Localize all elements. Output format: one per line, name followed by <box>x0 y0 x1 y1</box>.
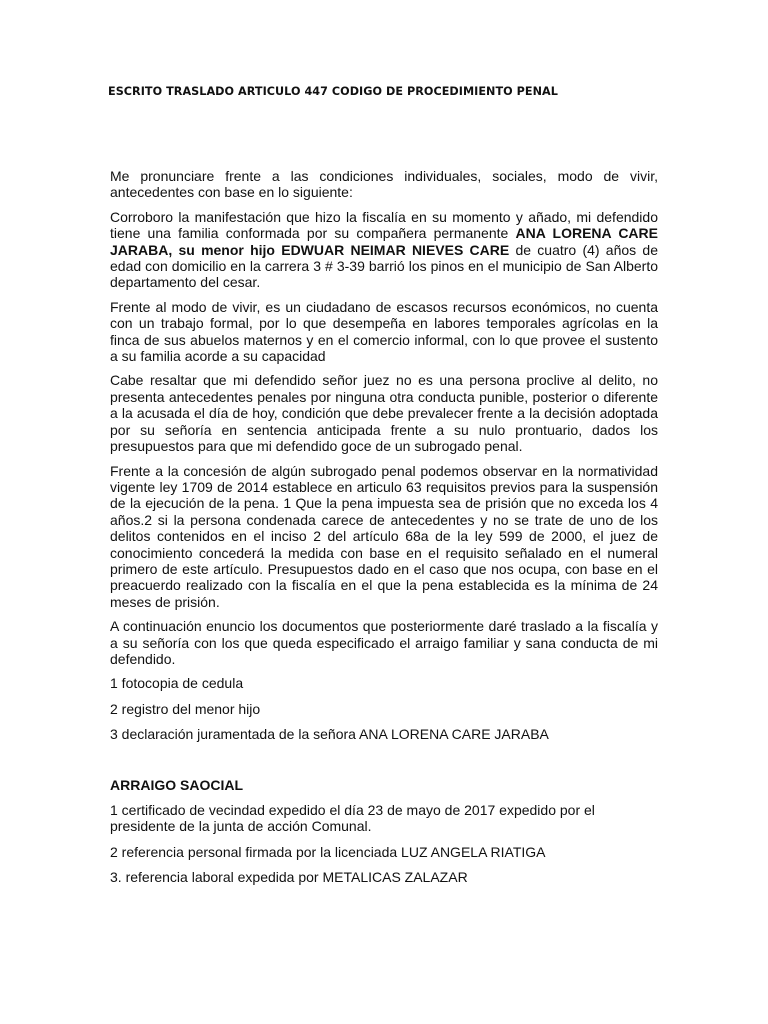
paragraph-family-names: ANA LORENA CARE JARABA, su menor hijo EDWUAR NEIMAR NIEVES CARE <box>110 225 658 258</box>
paragraph-family-text-start: Corroboro la manifestación que hizo la fiscalía en su momento y añado, mi defendido tiene una familia conformada por su compañera permanente <box>110 208 658 242</box>
document-body <box>110 168 658 895</box>
paragraph-family-text-end: de cuatro (4) años de edad con domicilio en la carrera 3 # 3-39 barrió los pinos en el municipio de San Alberto departamento del cesar. <box>110 241 658 291</box>
paragraph-intro: Me pronunciare frente a las condiciones individuales, sociales, modo de vivir, antecedentes con base en lo siguiente: <box>110 168 658 201</box>
arraigo-item: 2 referencia personal firmada por la licenciada LUZ ANGELA RIATIGA <box>110 843 546 860</box>
paragraph-family <box>110 209 658 291</box>
document-item: 3 declaración juramentada de la señora ANA LORENA CARE JARABA <box>110 726 549 743</box>
document-item: 1 fotocopia de cedula <box>110 675 244 692</box>
section-heading-arraigo: ARRAIGO SAOCIAL <box>110 776 243 793</box>
paragraph-subrogate: Frente a la concesión de algún subrogado penal podemos observar en la normatividad vigente ley 1709 de 2014 establece en articulo 63 requisitos previos para la suspensión de la ejecución de la pena. 1 Que la pena impuesta sea de prisión que no exceda los 4 años.2 si la persona condenada carece de antecedentes y no se trate de uno de los delitos contenidos en el inciso 2 del artículo 68a de la ley 599 de 2000, el juez de conocimiento concederá la medida con base en el requisito señalado en el numeral primero de este artículo. Presupuestos dado en el caso que nos ocupa, con base en el preacuerdo realizado con la fiscalía en el que la pena establecida es la mínima de 24 meses de prisión. <box>110 462 658 610</box>
document-title: ESCRITO TRASLADO ARTICULO 447 CODIGO DE PROCEDIMIENTO PENAL <box>108 85 558 98</box>
arraigo-item: 1 certificado de vecindad expedido el día 23 de mayo de 2017 expedido por el presidente de la junta de acción Comunal. <box>110 802 595 835</box>
arraigo-item: 3. referencia laboral expedida por METALICAS ZALAZAR <box>110 869 468 886</box>
document-item: 2 registro del menor hijo <box>110 700 261 717</box>
paragraph-documents-intro: A continuación enuncio los documentos que posteriormente daré traslado a la fiscalía y a su señoría con los que queda especificado el arraigo familiar y sana conducta de mi defendido. <box>110 618 658 667</box>
paragraph-way-of-life: Frente al modo de vivir, es un ciudadano de escasos recursos económicos, no cuenta con un trabajo formal, por lo que desempeña en labores temporales agrícolas en la finca de sus abuelos maternos y en el comercio informal, con lo que provee el sustento a su familia acorde a su capacidad <box>110 298 658 365</box>
paragraph-no-record: Cabe resaltar que mi defendido señor juez no es una persona proclive al delito, no presenta antecedentes penales por ninguna otra conducta punible, posterior o diferente a la acusada el día de hoy, condición que debe prevalecer frente a la decisión adoptada por su señoría en sentencia anticipada frente a su nulo prontuario, dados los presupuestos para que mi defendido goce de un subrogado penal. <box>110 372 658 455</box>
